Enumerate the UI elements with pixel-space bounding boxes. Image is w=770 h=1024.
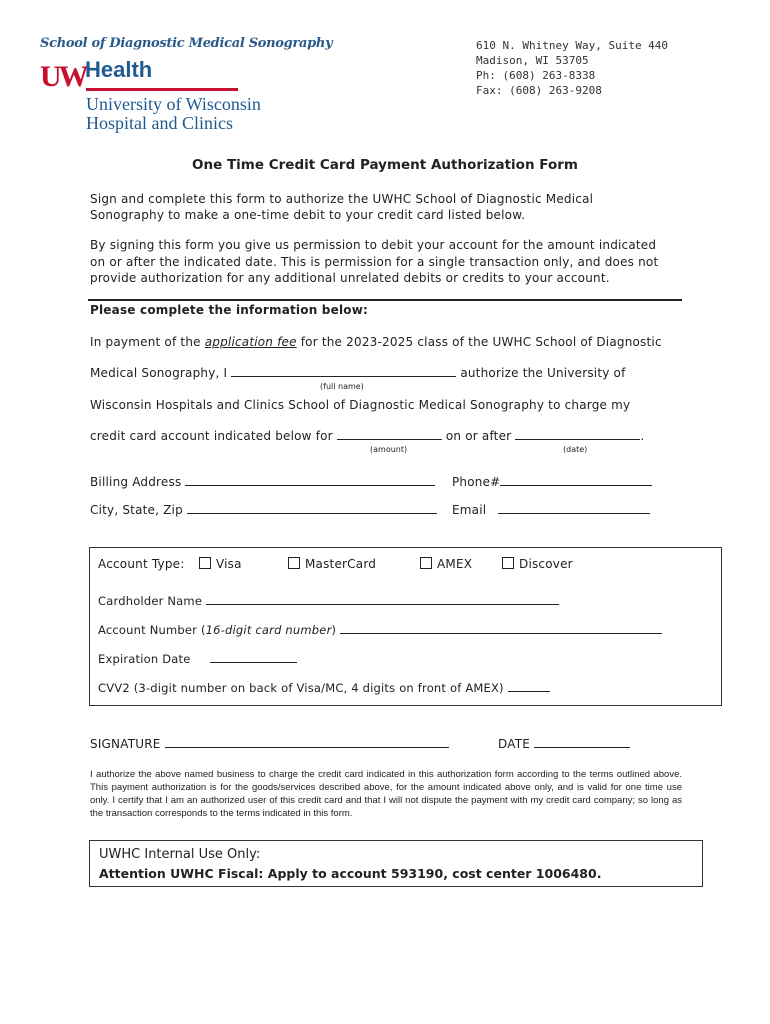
text: for the 2023-2025 class of the UWHC School of Diagnostic xyxy=(296,335,662,349)
date-caption: (date) xyxy=(563,445,588,454)
signature-field[interactable] xyxy=(165,737,449,748)
label: ) xyxy=(331,623,337,637)
address-line: 610 N. Whitney Way, Suite 440 xyxy=(476,39,669,52)
address-block xyxy=(476,38,668,98)
billing-address-row xyxy=(90,475,435,489)
address-line: Madison, WI 53705 xyxy=(476,54,589,67)
email-field[interactable] xyxy=(498,503,650,514)
checkbox[interactable] xyxy=(199,557,211,569)
expiration-date-field[interactable] xyxy=(210,652,297,663)
text: credit card account indicated below for xyxy=(90,429,337,443)
mastercard-option[interactable] xyxy=(288,557,376,571)
logo-school: School of Diagnostic Medical Sonography xyxy=(40,36,333,51)
city-state-zip-field[interactable] xyxy=(187,503,437,514)
label: 16-digit card number xyxy=(205,623,332,637)
amount-caption: (amount) xyxy=(370,445,408,454)
text-line: provide authorization for any additional unrelated debits or credits to your account. xyxy=(90,271,610,285)
billing-address-field[interactable] xyxy=(185,475,435,486)
text: authorize the University of xyxy=(456,366,626,380)
form-title: One Time Credit Card Payment Authorization Form xyxy=(192,157,578,173)
label: Email xyxy=(452,503,487,517)
amount-field[interactable] xyxy=(337,429,442,440)
visa-option[interactable] xyxy=(199,557,242,571)
logo-health: Health xyxy=(85,57,153,82)
text-line: By signing this form you give us permission to debit your account for the amount indicated xyxy=(90,238,657,252)
application-fee-link: application fee xyxy=(204,335,297,349)
text-line: Sign and complete this form to authorize the UWHC School of Diagnostic Medical xyxy=(90,192,594,206)
discover-option[interactable] xyxy=(502,557,573,571)
para-line-4 xyxy=(90,429,644,443)
city-row xyxy=(90,503,437,517)
para-line-3: Wisconsin Hospitals and Clinics School of Diagnostic Medical Sonography to charge my xyxy=(90,398,631,412)
text: on or after xyxy=(441,429,516,443)
label: Account Number ( xyxy=(98,623,206,637)
label: Phone# xyxy=(452,475,501,489)
label: Billing Address xyxy=(90,475,182,489)
account-number-row xyxy=(98,623,662,637)
logo-uni1: University of Wisconsin xyxy=(86,94,261,114)
divider xyxy=(88,299,682,301)
label: Visa xyxy=(216,557,242,571)
logo-uni2: Hospital and Clinics xyxy=(86,113,233,133)
full-name-caption: (full name) xyxy=(320,382,364,391)
label: DATE xyxy=(498,737,531,751)
cardholder-row xyxy=(98,594,559,608)
date-row xyxy=(498,737,630,751)
logo-rule xyxy=(86,88,238,91)
internal-use-text: Attention UWHC Fiscal: Apply to account 593190, cost center 1006480. xyxy=(99,866,602,881)
cvv-row xyxy=(98,681,550,695)
intro-1 xyxy=(90,191,593,223)
date-field[interactable] xyxy=(515,429,640,440)
signature-row xyxy=(90,737,449,751)
label: Cardholder Name xyxy=(98,594,203,608)
label: SIGNATURE xyxy=(90,737,161,751)
email-row xyxy=(452,503,650,517)
cardholder-name-field[interactable] xyxy=(206,594,559,605)
expiration-row xyxy=(98,652,297,666)
checkbox[interactable] xyxy=(502,557,514,569)
signature-date-field[interactable] xyxy=(534,737,630,748)
amex-option[interactable] xyxy=(420,557,472,571)
text: . xyxy=(640,429,645,443)
logo-uw: UW xyxy=(40,60,86,93)
para-line-1 xyxy=(90,335,662,349)
text-line: Sonography to make a one-time debit to your credit card listed below. xyxy=(90,208,526,222)
section-heading: Please complete the information below: xyxy=(90,303,368,317)
phone-row xyxy=(452,475,652,489)
internal-use-title: UWHC Internal Use Only: xyxy=(99,847,261,862)
para-line-2 xyxy=(90,366,626,380)
account-type-label: Account Type: xyxy=(98,557,185,571)
text-line: on or after the indicated date. This is permission for a single transaction only, and does not xyxy=(90,254,659,269)
text: In payment of the xyxy=(90,335,205,349)
label: AMEX xyxy=(437,557,473,571)
text: Medical Sonography, I xyxy=(90,366,232,380)
phone-field[interactable] xyxy=(500,475,652,486)
account-number-field[interactable] xyxy=(340,623,662,634)
label: Discover xyxy=(519,557,573,571)
intro-2 xyxy=(90,237,658,287)
address-phone: Ph: (608) 263-8338 xyxy=(476,69,596,82)
checkbox[interactable] xyxy=(288,557,300,569)
cvv-field[interactable] xyxy=(508,681,550,692)
address-fax: Fax: (608) 263-9208 xyxy=(476,84,602,97)
label: CVV2 (3-digit number on back of Visa/MC, 4 digits on front of AMEX) xyxy=(98,681,504,695)
checkbox[interactable] xyxy=(420,557,432,569)
label: MasterCard xyxy=(305,557,377,571)
label: Expiration Date xyxy=(98,652,191,666)
full-name-field[interactable] xyxy=(231,366,456,377)
label: City, State, Zip xyxy=(90,503,183,517)
authorization-terms: I authorize the above named business to charge the credit card indicated in this authorization form according to the terms outlined above. This payment authorization is for the goods/services described above, for the amount indicated above only, and is valid for one time use only. I certify that I am an authorized user of this credit card and that I will not dispute the payment with my credit card company; so long as the transaction corresponds to the terms indicated in this form. xyxy=(90,769,682,819)
